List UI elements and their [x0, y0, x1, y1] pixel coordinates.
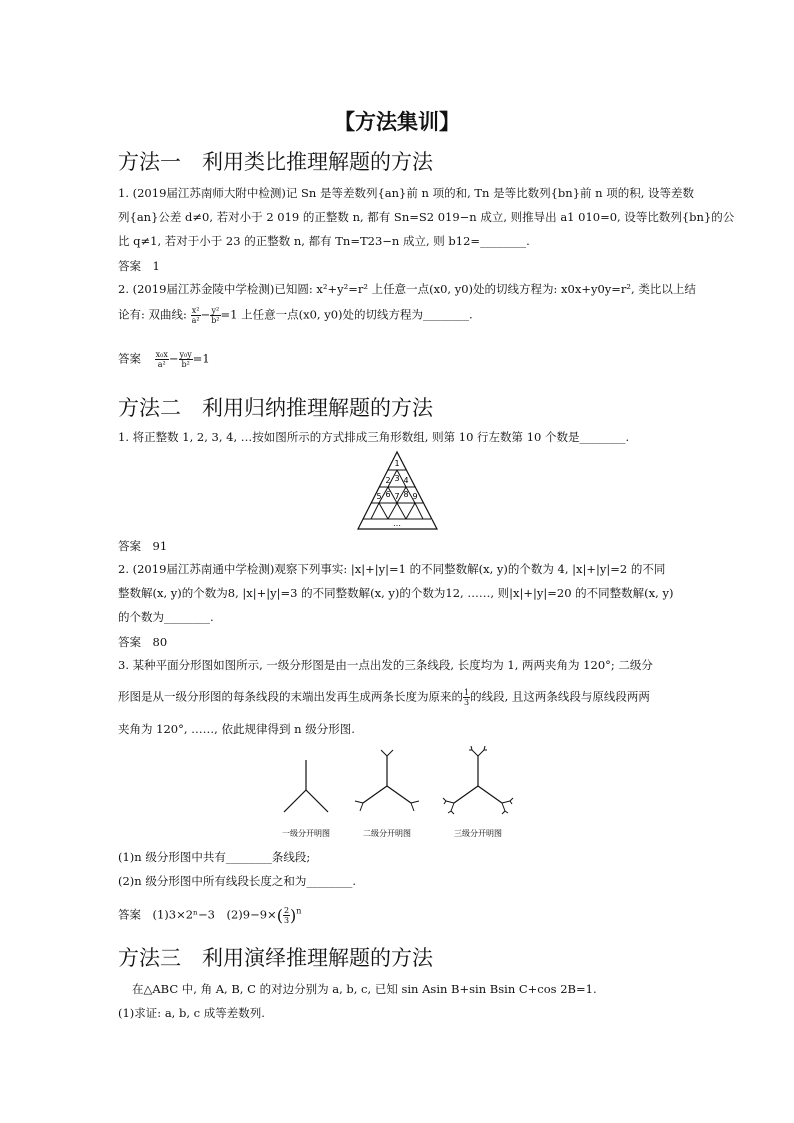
tri-number-8: 8: [403, 490, 409, 499]
m1-q1-line3: 比 q≠1, 若对于小于 23 的正整数 n, 都有 Tn=T23−n 成立, 则 b12=________.: [118, 234, 530, 248]
fractal-figures: [270, 740, 530, 845]
m2-q1: 1. 将正整数 1, 2, 3, 4, …按如图所示的方式排成三角形数组, 则第 10 行左数第 10 个数是________.: [118, 430, 630, 444]
method-2-heading: 方法二 利用归纳推理解题的方法: [118, 396, 433, 420]
m1-q1-line2: 列{an}公差 d≠0, 若对小于 2 019 的正整数 n, 都有 Sn=S2 019−n 成立, 则推导出 a1 010=0, 设等比数列{bn}的公: [118, 210, 735, 224]
m1-a2-label: 答案: [118, 351, 141, 366]
cell-divider: [371, 503, 379, 519]
m2-q3-line2b: 的线段, 且这两条线段与原线段两两: [470, 689, 650, 704]
m2-q3-line2: [118, 688, 650, 707]
cell-divider: [379, 503, 388, 519]
m3-problem: 在△ABC 中, 角 A, B, C 的对边分别为 a, b, c, 已知 sin Asin B+sin Bsin C+cos 2B=1.: [132, 982, 597, 996]
cell-divider: [388, 503, 397, 519]
tri-number-3: 3: [394, 474, 400, 483]
fractal-level-3: [443, 746, 513, 814]
answer-x-fraction: $\frac{\text{x₀x}}{\text{a²}}$: [155, 350, 168, 369]
page-title: 【方法集训】: [334, 109, 460, 134]
cell-divider: [397, 503, 406, 519]
m2-q3-line2a: 形图是从一级分形图的每条线段的末端出发再生成两条长度为原来的: [118, 689, 463, 704]
method-3-heading: 方法三 利用演绎推理解题的方法: [118, 946, 433, 970]
m1-answer-1: 答案 1: [118, 259, 160, 273]
number-triangle-figure: [355, 450, 440, 532]
m1-a2-post: =1: [192, 351, 210, 366]
tri-number-6: 6: [385, 490, 391, 499]
m2-a3-text: 答案 (1)3×2ⁿ−3 (2)9−9×: [118, 907, 277, 922]
tri-number-2: 2: [385, 476, 391, 485]
one-third-fraction: $\frac{1}{3}$: [464, 688, 470, 707]
m1-q2-line1: 2. (2019届江苏金陵中学检测)已知圆: x²+y²=r² 上任意一点(x0, y0)处的切线方程为: x0x+y0y=r², 类比以上结: [118, 282, 696, 296]
m2-q3-sub2: (2)n 级分形图中所有线段长度之和为________.: [118, 874, 357, 888]
fractal-level-1: [284, 760, 328, 812]
hyperbola-y-fraction: $\frac{\text{y²}}{\text{b²}}$: [211, 306, 220, 325]
tri-number-9: 9: [412, 492, 418, 501]
method-1-heading: 方法一 利用类比推理解题的方法: [118, 150, 433, 174]
tri-number-7: 7: [394, 492, 400, 501]
m1-q2-post: =1 上任意一点(x0, y0)处的切线方程为________.: [220, 307, 473, 322]
m2-answer-1: 答案 91: [118, 539, 168, 553]
m1-q1-line1: 1. (2019届江苏南师大附中检测)记 Sn 是等差数列{an}前 n 项的和, Tn 是等比数列{bn}前 n 项的积, 设等差数: [118, 186, 695, 200]
fractal-label-2: 二级分开明图: [363, 829, 411, 838]
tri-number-4: 4: [403, 476, 409, 485]
fractal-label-3: 三级分开明图: [454, 829, 502, 838]
cell-divider: [415, 503, 423, 519]
two-thirds-fraction: $\frac{2}{3}$: [283, 906, 290, 925]
m2-q2-line3: 的个数为________.: [118, 610, 214, 624]
m1-q2-line2: 论有: 双曲线: $\frac{\text{x²}}{\text{a²}}$ − $\frac{\text{y²}}{\text{b²}}$ =1 上任意一点(x0, y0)处的切线方程为________.: [118, 306, 473, 325]
m2-q2-line1: 2. (2019届江苏南通中学检测)观察下列事实: |x|+|y|=1 的不同整数解(x, y)的个数为 4, |x|+|y|=2 的不同: [118, 562, 666, 576]
tri-number-5: 5: [376, 492, 382, 501]
fractal-level-2: [355, 750, 419, 811]
hyperbola-x-fraction: $\frac{\text{x²}}{\text{a²}}$: [191, 306, 200, 325]
m2-answer-3: 答案 (1)3×2ⁿ−3 (2)9−9×( $\frac{2}{3}$ )$^n$: [118, 906, 302, 925]
tri-number-1: 1: [394, 459, 400, 468]
fractal-label-1: 一级分开明图: [282, 829, 330, 838]
m2-q3-line1: 3. 某种平面分形图如图所示, 一级分形图是由一点出发的三条线段, 长度均为 1, 两两夹角为 120°; 二级分: [118, 658, 653, 672]
m3-part-1: (1)求证: a, b, c 成等差数列.: [118, 1006, 265, 1020]
m2-answer-2: 答案 80: [118, 635, 168, 649]
m2-q3-sub1: (1)n 级分形图中共有________条线段;: [118, 850, 311, 864]
m1-q2-pre: 论有: 双曲线:: [118, 307, 187, 322]
m1-answer-2: 答案 $\frac{\text{x₀x}}{\text{a²}}$ − $\frac{\text{y₀y}}{\text{b²}}$ =1: [118, 350, 210, 369]
answer-y-fraction: $\frac{\text{y₀y}}{\text{b²}}$: [179, 350, 192, 369]
cell-divider: [406, 503, 415, 519]
m2-q2-line2: 整数解(x, y)的个数为8, |x|+|y|=3 的不同整数解(x, y)的个数为12, ……, 则|x|+|y|=20 的不同整数解(x, y): [118, 586, 674, 600]
tri-ellipsis: …: [393, 519, 401, 528]
m2-q3-line3: 夹角为 120°, ……, 依此规律得到 n 级分形图.: [118, 722, 355, 736]
